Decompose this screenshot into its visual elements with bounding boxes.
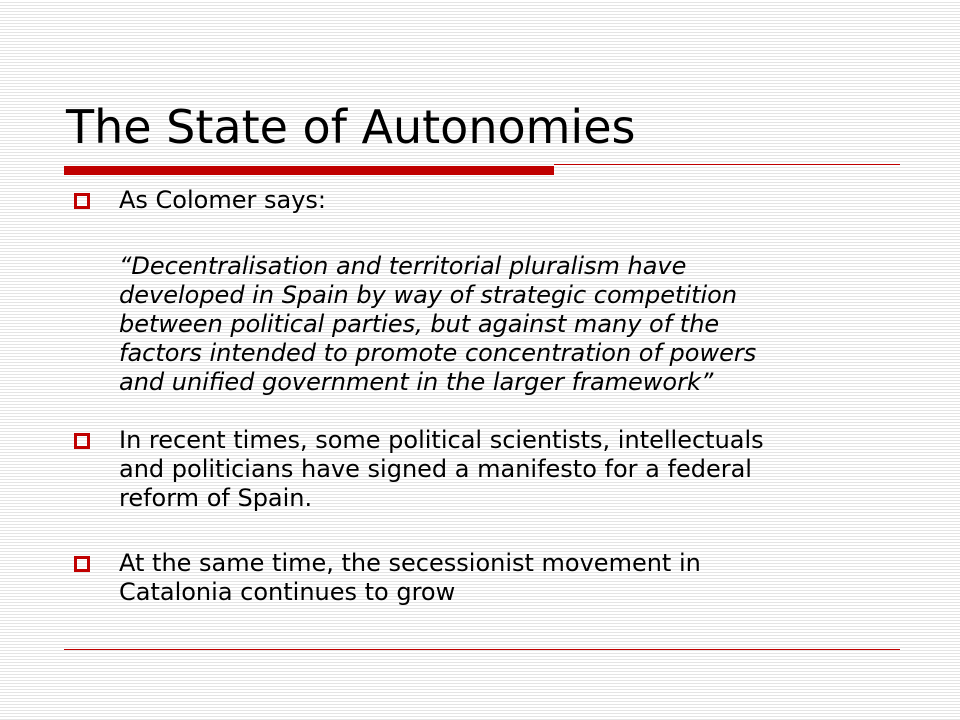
bullet-2-line-2: and politicians have signed a manifesto for a federal — [119, 455, 752, 483]
quote-line-4: factors intended to promote concentration of powers — [119, 339, 757, 367]
quote-line-5: and unified government in the larger framework” — [119, 368, 714, 396]
bullet-3-line-2: Catalonia continues to grow — [119, 578, 456, 606]
square-bullet-icon — [74, 193, 90, 209]
title-underline-rule — [554, 164, 900, 165]
quote-line-3: between political parties, but against many of the — [119, 310, 720, 338]
square-bullet-icon — [74, 556, 90, 572]
colomer-quote — [119, 252, 909, 397]
footer-rule — [64, 649, 900, 650]
bullet-3-line-1: At the same time, the secessionist movement in — [119, 549, 701, 577]
bullet-2-line-3: reform of Spain. — [119, 484, 313, 512]
title-underline-bar — [64, 166, 554, 175]
bullet-1-line-1: As Colomer says: — [119, 186, 326, 214]
square-bullet-icon — [74, 433, 90, 449]
slide-title: The State of Autonomies — [66, 100, 636, 154]
quote-line-2: developed in Spain by way of strategic competition — [119, 281, 738, 309]
quote-line-1: “Decentralisation and territorial pluralism have — [119, 252, 687, 280]
bullet-text-2 — [119, 426, 909, 513]
bullet-2-line-1: In recent times, some political scientists, intellectuals — [119, 426, 764, 454]
bullet-text-3 — [119, 549, 909, 607]
bullet-text-1 — [119, 186, 909, 215]
